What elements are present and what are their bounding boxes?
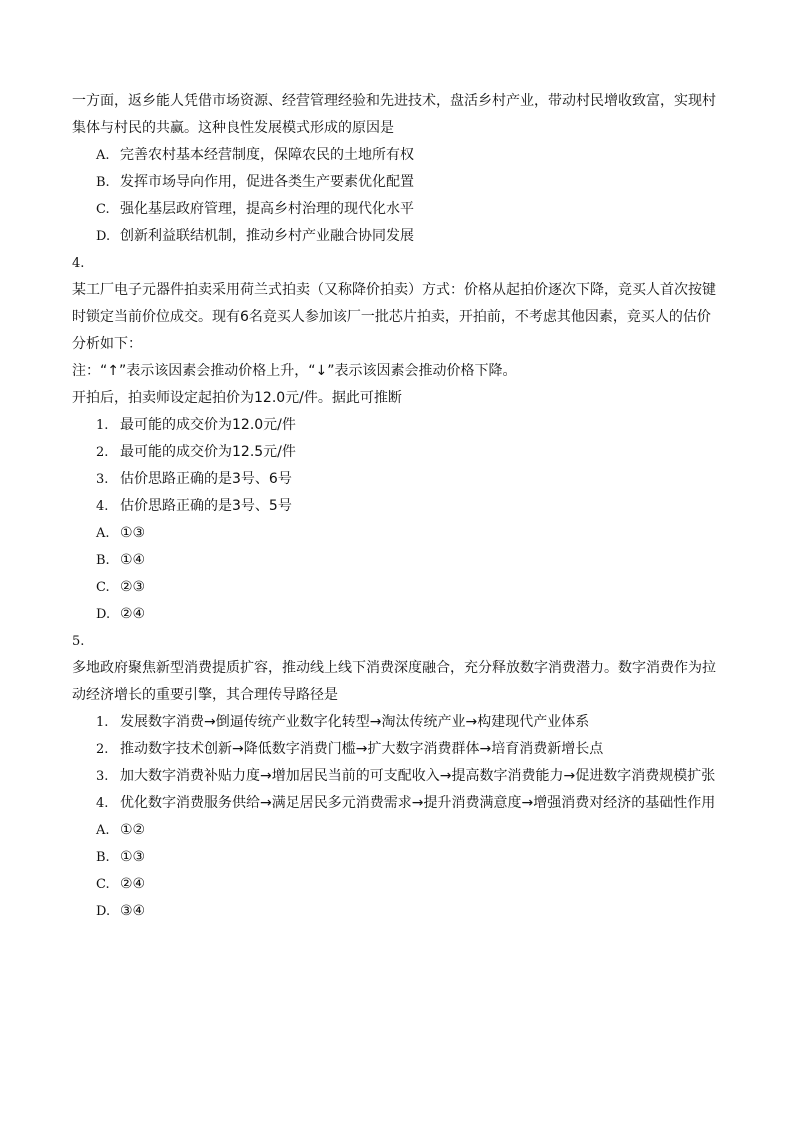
statement-text: 估价思路正确的是3号、5号: [120, 498, 292, 514]
q4-option-c: [72, 574, 722, 601]
q3-option-b: [72, 169, 722, 196]
q4-note: 注：“↑”表示该因素会推动价格上升，“↓”表示该因素会推动价格下降。: [72, 363, 517, 379]
option-key: A.: [96, 526, 110, 541]
option-key: B.: [96, 850, 110, 865]
q4-lead: 开拍后，拍卖师设定起拍价为12.0元/件。据此可推断: [72, 390, 402, 406]
option-key: D.: [96, 229, 111, 244]
q4-statement-3: [72, 466, 722, 493]
q5-option-d: [72, 898, 722, 925]
statement-text: 加大数字消费补贴力度→增加居民当前的可支配收入→提高数字消费能力→促进数字消费规模扩张: [120, 768, 716, 784]
q3-option-a: [72, 142, 722, 169]
option-text: ①③: [120, 525, 146, 541]
q4-option-b: [72, 547, 722, 574]
q5-statement-1: [72, 709, 722, 736]
statement-key: 1.: [96, 418, 109, 433]
q5-option-c: [72, 871, 722, 898]
q3-option-d: [72, 223, 722, 250]
statement-key: 2.: [96, 742, 109, 757]
q5-statement-4: [72, 790, 722, 817]
q4-stem: 某工厂电子元器件拍卖采用荷兰式拍卖（又称降价拍卖）方式：价格从起拍价逐次下降，竞买人首次按键时锁定当前价位成交。现有6名竞买人参加该厂一批芯片拍卖，开拍前，不考虑其他因素，竞买人的估价分析如下：: [72, 282, 716, 352]
option-text: 创新利益联结机制，推动乡村产业融合协同发展: [120, 228, 414, 244]
q3-stem: 一方面，返乡能人凭借市场资源、经营管理经验和先进技术，盘活乡村产业，带动村民增收致富，实现村集体与村民的共赢。这种良性发展模式形成的原因是: [72, 93, 716, 136]
statement-text: 发展数字消费→倒逼传统产业数字化转型→淘汰传统产业→构建现代产业体系: [120, 714, 590, 730]
option-key: C.: [96, 202, 110, 217]
option-text: ②③: [120, 579, 146, 595]
option-text: ①③: [120, 849, 146, 865]
statement-text: 优化数字消费服务供给→满足居民多元消费需求→提升消费满意度→增强消费对经济的基础性作用: [120, 795, 716, 811]
q4-statement-4: [72, 493, 722, 520]
statement-text: 最可能的成交价为12.5元/件: [120, 444, 296, 460]
q4-statement-1: [72, 412, 722, 439]
option-key: A.: [96, 148, 110, 163]
q4-option-a: [72, 520, 722, 547]
q3-option-c: [72, 196, 722, 223]
statement-key: 2.: [96, 445, 109, 460]
option-key: D.: [96, 607, 111, 622]
q4-statement-2: [72, 439, 722, 466]
option-key: A.: [96, 823, 110, 838]
q5-stem: 多地政府聚焦新型消费提质扩容，推动线上线下消费深度融合，充分释放数字消费潜力。数字消费作为拉动经济增长的重要引擎，其合理传导路径是: [72, 660, 716, 703]
statement-key: 3.: [96, 769, 109, 784]
option-key: C.: [96, 580, 110, 595]
statement-text: 最可能的成交价为12.0元/件: [120, 417, 296, 433]
q5-option-a: [72, 817, 722, 844]
option-text: ①②: [120, 822, 146, 838]
statement-key: 4.: [96, 499, 109, 514]
q5-statement-3: [72, 763, 722, 790]
option-key: B.: [96, 175, 110, 190]
option-text: 完善农村基本经营制度，保障农民的土地所有权: [120, 147, 414, 163]
statement-key: 4.: [96, 796, 109, 811]
q5-number: 5.: [72, 634, 85, 649]
option-key: B.: [96, 553, 110, 568]
option-text: 强化基层政府管理，提高乡村治理的现代化水平: [120, 201, 414, 217]
q5-option-b: [72, 844, 722, 871]
statement-key: 3.: [96, 472, 109, 487]
option-key: D.: [96, 904, 111, 919]
statement-key: 1.: [96, 715, 109, 730]
q5-statement-2: [72, 736, 722, 763]
statement-text: 推动数字技术创新→降低数字消费门槛→扩大数字消费群体→培育消费新增长点: [120, 741, 604, 757]
option-key: C.: [96, 877, 110, 892]
q4-number: 4.: [72, 256, 85, 271]
option-text: 发挥市场导向作用，促进各类生产要素优化配置: [120, 174, 414, 190]
option-text: ②④: [120, 876, 146, 892]
option-text: ②④: [120, 606, 146, 622]
option-text: ①④: [120, 552, 146, 568]
statement-text: 估价思路正确的是3号、6号: [120, 471, 292, 487]
document-page: [72, 88, 722, 925]
option-text: ③④: [120, 903, 146, 919]
q4-option-d: [72, 601, 722, 628]
